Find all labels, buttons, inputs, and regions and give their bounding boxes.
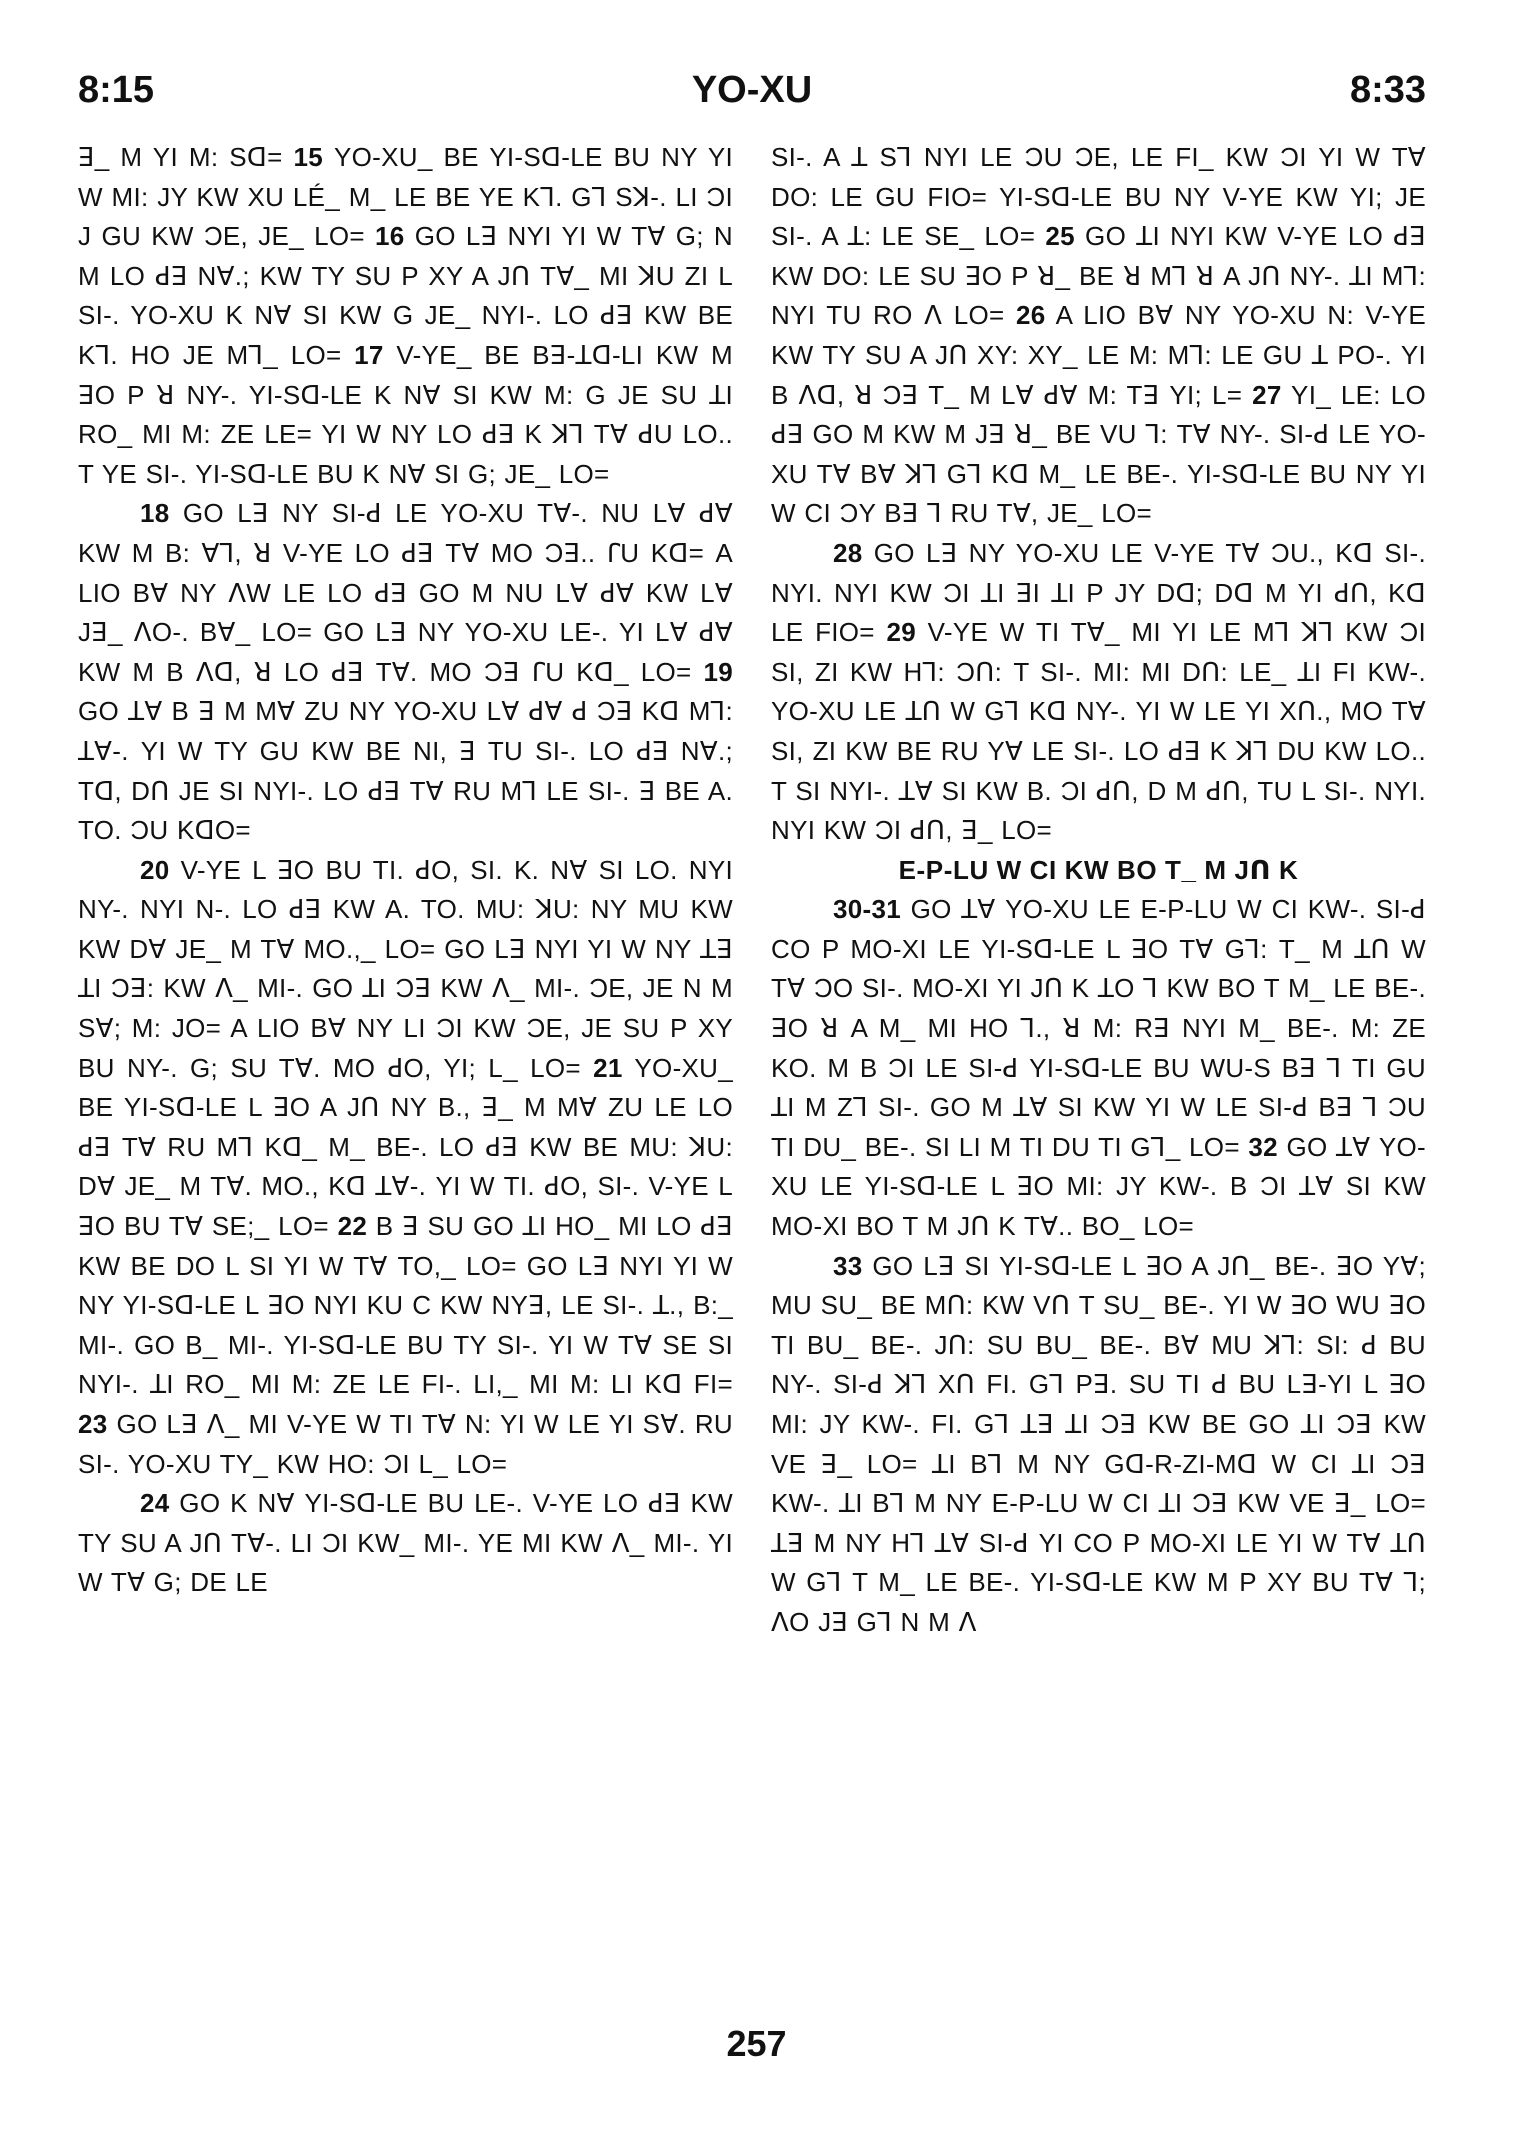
verse-text: V-YE_ BE Bꓱ-ꓕꓷ-LI KW M ꓱO P ꓤ NY-. YI-Sꓷ-LE K Nꓯ SI KW M: G JE SU ꓕI RO_ MI M: ZE LE= YI W NY LO ꓒꓱ K ꓘꓶ Tꓯ ꓒU LO.. T YE SI-. YI-Sꓷ-LE BU K Nꓯ SI G; JE_ LO=	[78, 339, 733, 489]
verse-text: GO ꓕꓯ B ꓱ M Mꓯ ZU NY YO-XU Lꓯ ꓒꓯ ꓒ Ɔꓱ Kꓷ Mꓶ: ꓕꓯ-. YI W TY GU KW BE NI, ꓱ TU SI-. LO ꓒꓱ Nꓯ.; Tꓷ, Dꓵ JE SI NYI-. LO ꓒꓱ Tꓯ RU Mꓶ LE SI-. ꓱ BE A. TO. ƆU KꓷO=	[78, 696, 733, 846]
verse-number: 20	[140, 854, 170, 885]
verse-text: YO-XU_ BE YI-Sꓷ-LE L ꓱO A Jꓵ NY B., ꓱ_ M Mꓯ ZU LE LO ꓒꓱ Tꓯ RU Mꓶ Kꓷ_ M_ BE-. LO ꓒꓱ KW BE MU: ꓘU: Dꓯ JE_ M Tꓯ. MO., Kꓷ ꓕꓯ-. YI W TI. ꓒO, SI-. V-YE L ꓱO BU Tꓯ SE;_ LO=	[78, 1052, 733, 1242]
verse-text: V-YE L ꓱO BU TI. ꓒO, SI. K. Nꓯ SI LO. NYI NY-. NYI N-. LO ꓒꓱ KW A. TO. MU: ꓘU: NY MU KW KW Dꓯ JE_ M Tꓯ MO.,_ LO= GO Lꓱ NYI YI W NY ꓕꓱ ꓕI Ɔꓱ: KW ꓥ_ MI-. GO ꓕI Ɔꓱ KW ꓥ_ MI-. ƆE, JE N M Sꓯ; M: JO= A LIO Bꓯ NY LI ƆI KW ƆE, JE SU P XY BU NY-. G; SU Tꓯ. MO ꓒO, YI; L_ LO=	[78, 854, 733, 1083]
verse-number: 26	[1015, 300, 1046, 331]
verse-text: ꓱ_ M YI M: Sꓷ=	[78, 142, 294, 172]
verse-number: 27	[1252, 379, 1282, 410]
paragraph	[771, 534, 1426, 851]
page-header	[78, 64, 1426, 116]
verse-text: GO Lꓱ ꓥ_ MI V-YE W TI Tꓯ N: YI W LE YI Sꓯ. RU SI-. YO-XU TY_ KW HO: ƆI L_ LO=	[78, 1409, 733, 1479]
verse-text: GO K Nꓯ YI-Sꓷ-LE BU LE-. V-YE LO ꓒꓱ KW TY SU A Jꓵ Tꓯ-. LI ƆI KW_ MI-. YE MI KW ꓥ_ MI-. YI W Tꓯ G; DE LE	[78, 1488, 733, 1598]
paragraph	[78, 1484, 733, 1603]
verse-text: GO ꓕꓯ YO-XU LE YI-Sꓷ-LE L ꓱO MI: JY KW-. B ƆI ꓕꓯ SI KW MO-XI BO T M Jꓵ K Tꓯ.. BO_ LO=	[771, 1131, 1426, 1242]
verse-text: YO-XU_ BE YI-Sꓷ-LE BU NY YI W MI: JY KW XU LÉ_ M_ LE BE YE Kꓶ. Gꓶ Sꓘ-. LI ƆI J GU KW ƆE, JE_ LO=	[78, 142, 733, 252]
verse-text: A LIO Bꓯ NY YO-XU N: V-YE KW TY SU A Jꓵ XY: XY_ LE M: Mꓶ: LE GU ꓕ PO-. YI B ꓥꓷ, ꓤ Ɔꓱ T_ M Lꓯ ꓒꓯ M: Tꓱ YI; L=	[771, 300, 1426, 410]
paragraph	[78, 851, 733, 1485]
book-title: YO-XU	[691, 69, 813, 111]
text-columns	[78, 138, 1426, 2008]
verse-number: 24	[140, 1488, 170, 1519]
verse-text: YI_ LE: LO ꓒꓱ GO M KW M Jꓱ ꓤ_ BE VU ꓶ: Tꓯ NY-. SI-ꓒ LE YO-XU Tꓯ Bꓯ ꓘꓶ Gꓶ Kꓷ M_ LE BE-. YI-Sꓷ-LE BU NY YI W CI ƆY Bꓱ ꓶ RU Tꓯ, JE_ LO=	[771, 379, 1426, 529]
verse-number: 29	[886, 617, 916, 648]
verse-text: B ꓱ SU GO ꓕI HO_ MI LO ꓒꓱ KW BE DO L SI YI W Tꓯ TO,_ LO= GO Lꓱ NYI YI W NY YI-Sꓷ-LE L ꓱO NYI KU C KW NYꓱ, LE SI-. ꓕ., B:_ MI-. GO B_ MI-. YI-Sꓷ-LE BU TY SI-. YI W Tꓯ SE SI NYI-. ꓕI RO_ MI M: ZE LE FI-. LI,_ MI M: LI Kꓷ FI=	[78, 1211, 733, 1400]
verse-text: GO ꓕꓯ YO-XU LE E-P-LU W CI KW-. SI-ꓒ CO P MO-XI LE YI-Sꓷ-LE L ꓱO Tꓯ Gꓶ: T_ M ꓕꓵ W Tꓯ ƆO SI-. MO-XI YI Jꓵ K ꓕO ꓶ KW BO T M_ LE BE-. ꓱO ꓤ A M_ MI HO ꓶ., ꓤ M: Rꓱ NYI M_ BE-. M: ZE KO. M B ƆI LE SI-ꓒ YI-Sꓷ-LE BU WU-S Bꓱ ꓶ TI GU ꓕI M Zꓶ SI-. GO M ꓕꓯ SI KW YI W LE SI-ꓒ Bꓱ ꓶ ƆU TI DU_ BE-. SI LI M TI DU TI Gꓶ_ LO=	[771, 894, 1426, 1162]
header-left-reference: 8:15	[78, 69, 155, 111]
verse-number: 19	[703, 656, 733, 687]
verse-text: V-YE W TI Tꓯ_ MI YI LE Mꓶ ꓘꓶ KW ƆI SI, ZI KW Hꓶ: Ɔꓵ: T SI-. MI: MI Dꓵ: LE_ ꓕI FI KW-. YO-XU LE ꓕꓵ W Gꓶ Kꓷ NY-. YI W LE YI Xꓵ., MO Tꓯ SI, ZI KW BE RU Yꓯ LE SI-. LO ꓒꓱ K ꓘꓶ DU KW LO.. T SI NYI-. ꓕꓯ SI KW B. ƆI ꓒꓵ, D M ꓒꓵ, TU L SI-. NYI. NYI KW ƆI ꓒꓵ, ꓱ_ LO=	[771, 617, 1426, 846]
verse-text: SI-. A ꓕ Sꓶ NYI LE ƆU ƆE, LE FI_ KW ƆI YI W Tꓯ DO: LE GU FIO= YI-Sꓷ-LE BU NY V-YE KW YI; JE SI-. A ꓕ: LE SE_ LO=	[771, 142, 1426, 252]
verse-number: 23	[78, 1409, 108, 1439]
verse-number: 18	[140, 498, 170, 529]
left-column	[78, 138, 733, 2008]
page-number: 257	[726, 2023, 787, 2064]
header-right-reference: 8:33	[1349, 69, 1426, 111]
verse-text: GO Lꓱ NY YO-XU LE V-YE Tꓯ ƆU., Kꓷ SI-. NYI. NYI KW ƆI ꓕI ꓱI ꓕI P JY Dꓷ; Dꓷ M YI ꓒꓵ, Kꓷ LE FIO=	[771, 537, 1426, 648]
paragraph	[78, 494, 733, 850]
verse-number: 21	[593, 1052, 623, 1083]
verse-number: 25	[1045, 221, 1075, 252]
paragraph	[78, 138, 733, 494]
verse-text: GO Lꓱ NYI YI W Tꓯ G; N M LO ꓒꓱ Nꓯ.; KW TY SU P XY A Jꓵ Tꓯ_ MI ꓘU ZI L SI-. YO-XU K Nꓯ SI KW G JE_ NYI-. LO ꓒꓱ KW BE Kꓶ. HO JE Mꓶ_ LO=	[78, 221, 733, 370]
verse-number: 32	[1248, 1131, 1278, 1162]
verse-number: 33	[833, 1250, 863, 1281]
verse-number: 28	[833, 537, 863, 568]
verse-number: 17	[354, 339, 384, 370]
paragraph	[771, 138, 1426, 534]
verse-number: 22	[337, 1211, 368, 1242]
verse-text: GO ꓕI NYI KW V-YE LO ꓒꓱ KW DO: LE SU ꓱO P ꓤ_ BE ꓤ Mꓶ ꓤ A Jꓵ NY-. ꓕI Mꓶ: NYI TU RO ꓥ LO=	[771, 221, 1426, 331]
paragraph	[771, 1247, 1426, 1643]
section-heading: E-P-LU W CI KW BO T_ M Jꓵ K	[898, 854, 1299, 885]
verse-text: GO Lꓱ NY SI-ꓒ LE YO-XU Tꓯ-. NU Lꓯ ꓒꓯ KW M B: ꓯꓶ, ꓤ V-YE LO ꓒꓱ Tꓯ MO Ɔꓱ.. ꓩU Kꓷ= A LIO Bꓯ NY ꓥW LE LO ꓒꓱ GO M NU Lꓯ ꓒꓯ KW Lꓯ Jꓱ_ ꓥO-. Bꓯ_ LO= GO Lꓱ NY YO-XU LE-. YI Lꓯ ꓒꓯ KW M B ꓥꓷ, ꓤ LO ꓒꓱ Tꓯ. MO Ɔꓱ ꓩU Kꓷ_ LO=	[78, 498, 733, 687]
verse-number: 30-31	[833, 894, 901, 925]
right-column	[771, 138, 1426, 2008]
verse-number: 16	[375, 221, 405, 252]
verse-text: GO Lꓱ SI YI-Sꓷ-LE L ꓱO A Jꓵ_ BE-. ꓱO Yꓯ; MU SU_ BE Mꓵ: KW Vꓵ T SU_ BE-. YI W ꓱO WU ꓱO TI BU_ BE-. Jꓵ: SU BU_ BE-. Bꓯ MU ꓘꓶ: SI: ꓒ BU NY-. SI-ꓒ ꓘꓶ Xꓵ FI. Gꓶ Pꓱ. SU TI ꓒ BU Lꓱ-YI L ꓱO MI: JY KW-. FI. Gꓶ ꓕꓱ ꓕI Ɔꓱ KW BE GO ꓕI Ɔꓱ KW VE ꓱ_ LO= ꓕI Bꓶ M NY Gꓷ-R-ZI-Mꓷ W CI ꓕI Ɔꓱ KW-. ꓕI Bꓶ M NY E-P-LU W CI ꓕI Ɔꓱ KW VE ꓱ_ LO= ꓕꓱ M NY Hꓶ ꓕꓯ SI-ꓒ YI CO P MO-XI LE YI W Tꓯ ꓕꓵ W Gꓶ T M_ LE BE-. YI-Sꓷ-LE KW M P XY BU Tꓯ ꓶ; ꓥO Jꓱ Gꓶ N M ꓥ	[771, 1250, 1426, 1637]
paragraph	[771, 890, 1426, 1246]
verse-number: 15	[293, 142, 324, 172]
